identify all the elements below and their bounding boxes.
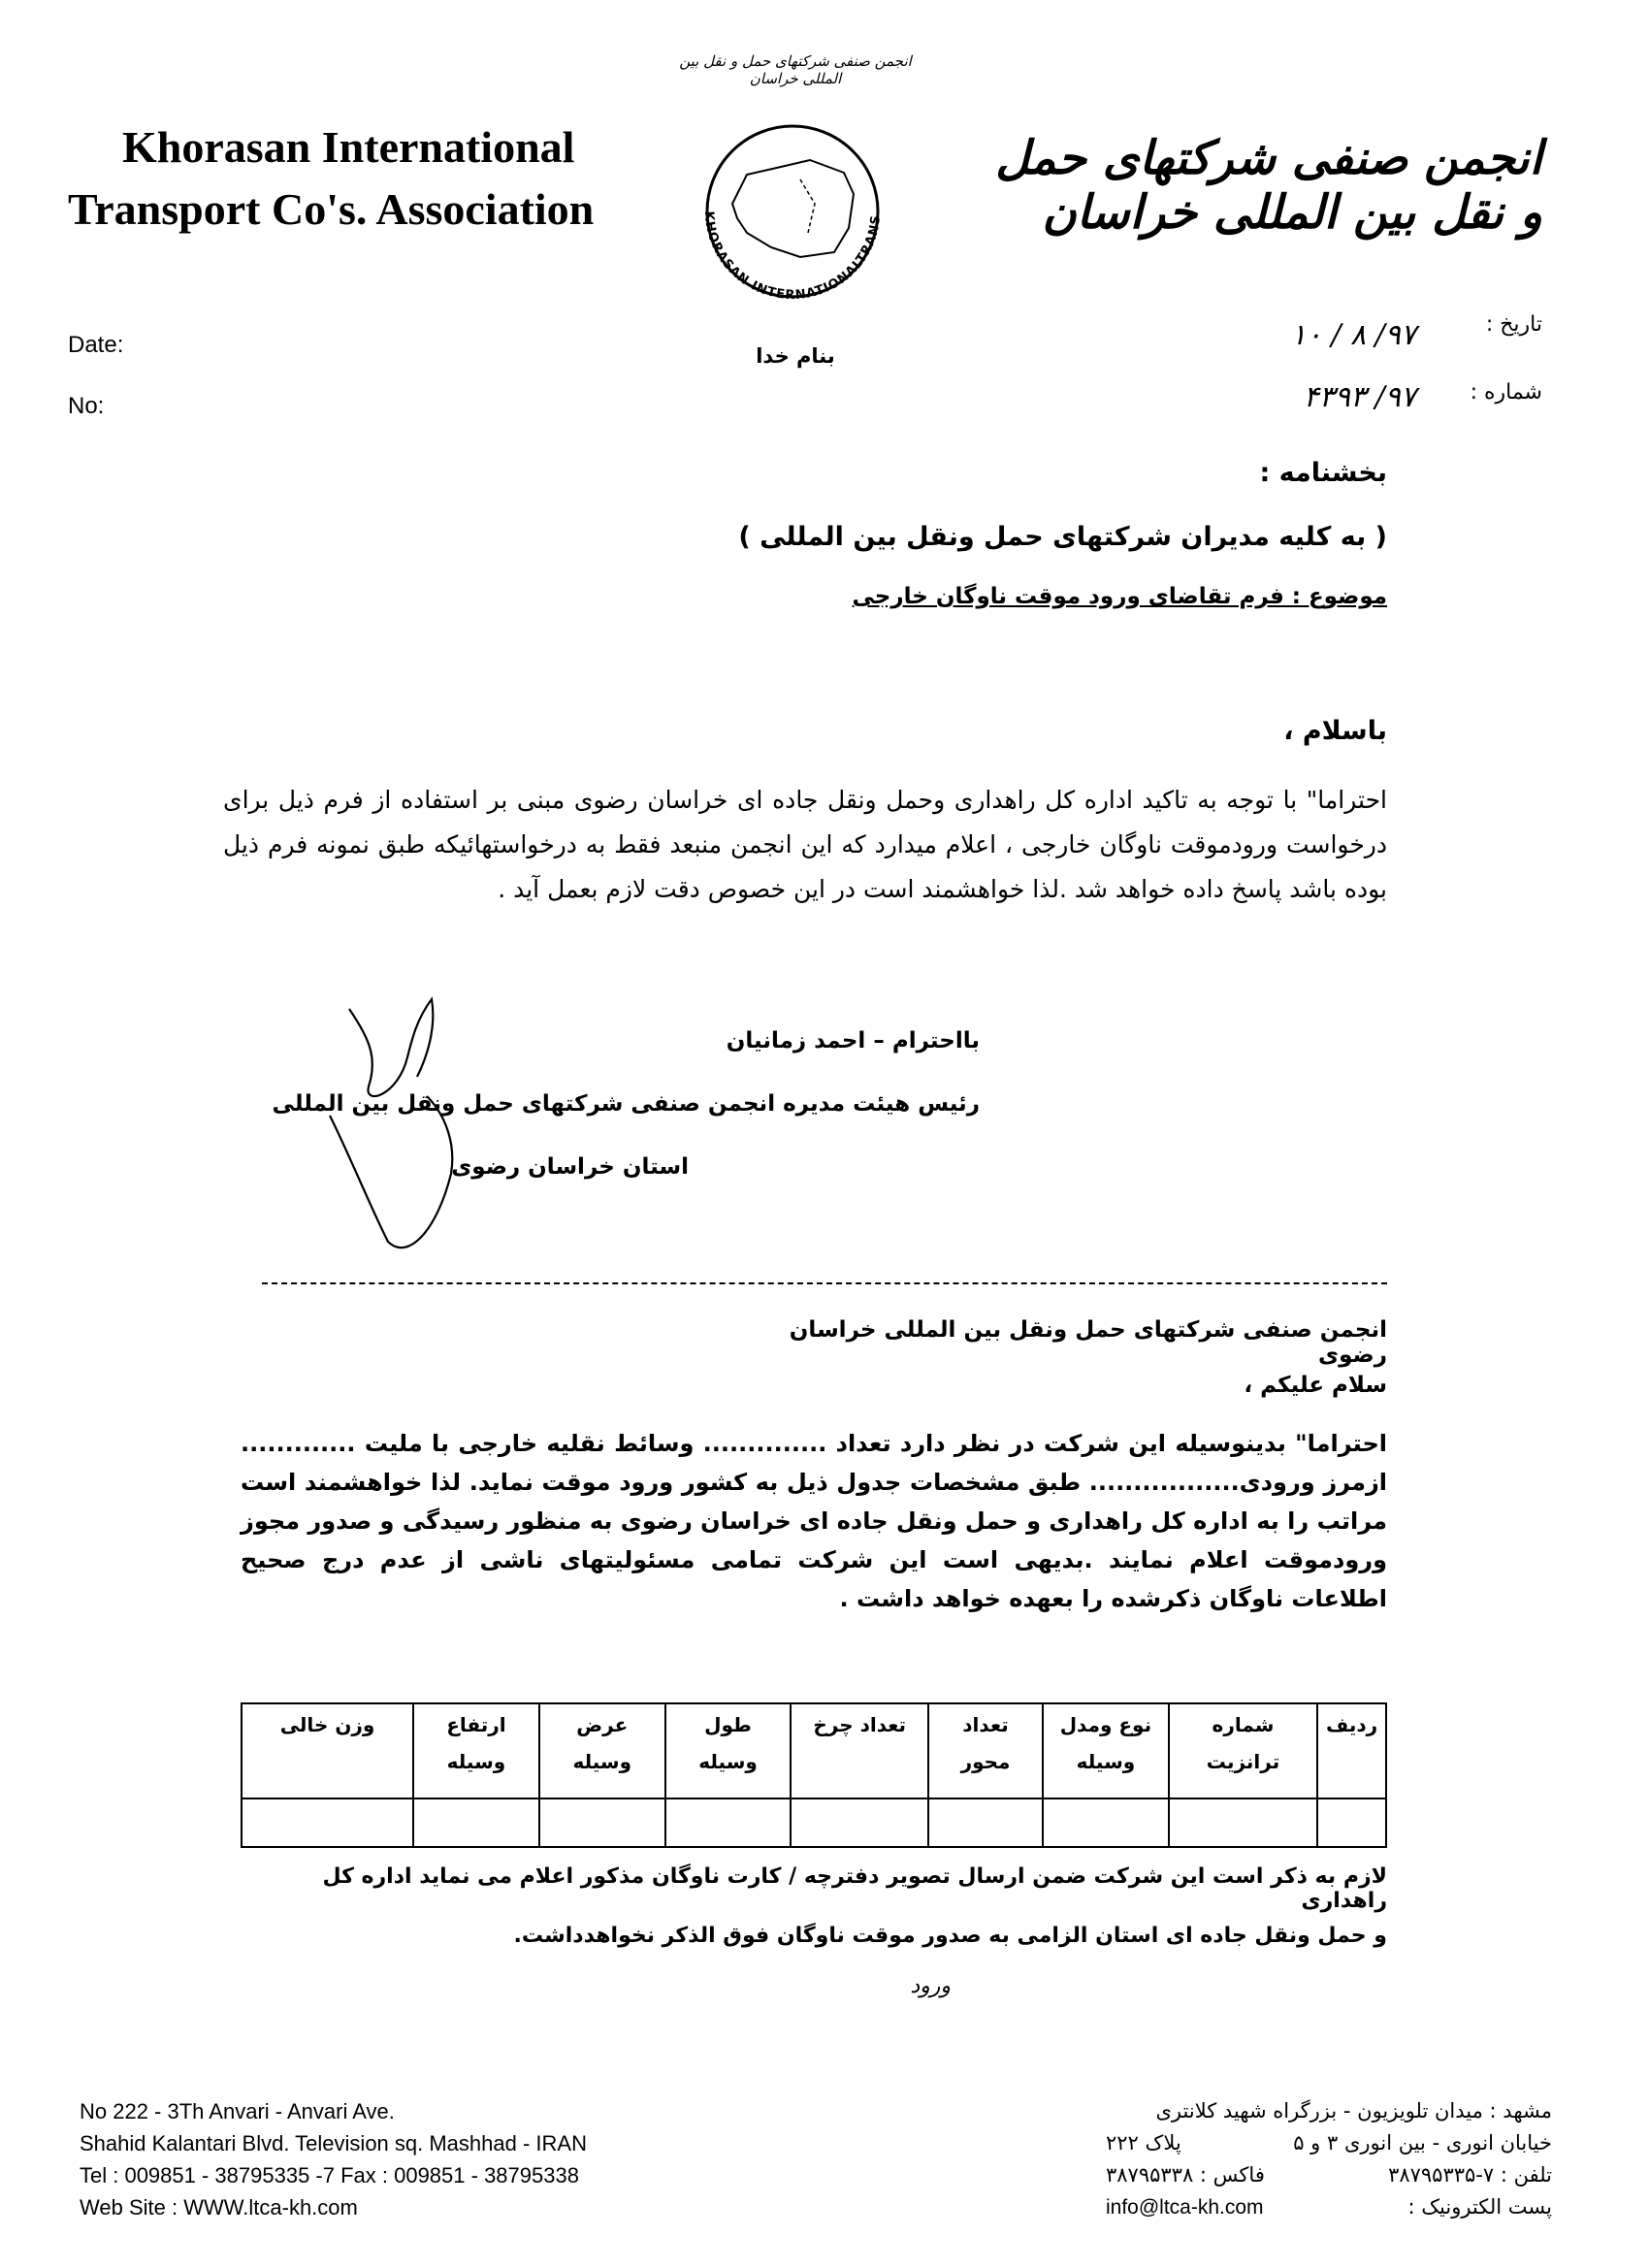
table-header-cell: ارتفاع وسیله [413, 1703, 539, 1798]
table-header-cell: تعداد چرخ [791, 1703, 928, 1798]
table-cell[interactable] [1043, 1798, 1169, 1847]
cut-line-divider [262, 1282, 1387, 1284]
signer-title: رئیس هیئت مدیره انجمن صنفی شرکتهای حمل ونقل بین المللی [272, 1091, 980, 1117]
closing-regards: بااحترام – احمد زمانیان [726, 1028, 980, 1053]
circular-label: بخشنامه : [1259, 458, 1387, 488]
table-cell[interactable] [665, 1798, 792, 1847]
addressee: ( به کلیه مدیران شرکتهای حمل ونقل بین المللی ) [738, 522, 1387, 552]
table-header-row [242, 1703, 1386, 1798]
number-label-en: No: [68, 393, 105, 419]
date-label-en: Date: [68, 332, 124, 358]
number-value: ۹۷/ ۴۳۹۳ [1303, 380, 1416, 414]
form-greeting: سلام علیکم ، [1244, 1373, 1387, 1398]
association-name-fa: انجمن صنفی شرکتهای حمل و نقل بین المللی خراسان [995, 131, 1542, 240]
seal-ring-text: KHORASAN INTERNATIONALTRANS [700, 211, 885, 304]
footer-en-line: Web Site : WWW.ltca-kh.com [80, 2195, 358, 2219]
form-note-line1: لازم به ذکر است این شرکت ضمن ارسال تصویر دفترچه / کارت ناوگان مذکور اعلام می نماید اداره کل راهداری [322, 1864, 1387, 1913]
table-header-cell: طول وسیله [665, 1703, 792, 1798]
seal-emblem [655, 58, 926, 349]
table-cell[interactable] [1317, 1798, 1386, 1847]
date-value: ۹۷/ ۸ / ۱۰ [1290, 318, 1416, 352]
association-name-en-line2: Transport Co's. Association [68, 184, 595, 234]
table-cell[interactable] [928, 1798, 1043, 1847]
footer-address-fa [1106, 2095, 1552, 2223]
handwritten-insert: ورود [910, 1974, 951, 1998]
association-name-en [68, 116, 650, 241]
form-note-line2: و حمل ونقل جاده ای استان الزامی به صدور موقت ناوگان فوق الذکر نخواهدداشت. [513, 1924, 1387, 1948]
subject-text: موضوع : فرم تقاضای ورود موقت ناوگان خارجی [852, 584, 1387, 609]
table-header-cell: عرض وسیله [539, 1703, 665, 1798]
footer-fa-line: پست الکترونیک : info@ltca-kh.com [1106, 2191, 1552, 2223]
table-header-cell: ردیف [1317, 1703, 1386, 1798]
form-recipient: انجمن صنفی شرکتهای حمل ونقل بین المللی خراسان رضوی [789, 1317, 1387, 1368]
footer-fa-line: خیابان انوری - بین انوری ۳ و ۵ پلاک ۲۲۲ [1106, 2131, 1552, 2155]
footer-fa-line: مشهد : میدان تلویزیون - بزرگراه شهید کلانتری [1155, 2099, 1552, 2122]
table-cell[interactable] [413, 1798, 539, 1847]
seal-fa-text: انجمن صنفی شرکتهای حمل و نقل بین المللی خراسان [679, 52, 912, 87]
iran-map-icon [732, 160, 854, 257]
table-row [242, 1798, 1386, 1847]
number-label-fa: شماره : [1470, 380, 1542, 405]
table-header-cell: تعداد محور [928, 1703, 1043, 1798]
footer-fa-line: تلفن : ۷-۳۸۷۹۵۳۳۵ فاکس : ۳۸۷۹۵۳۳۸ [1106, 2163, 1552, 2187]
table-cell[interactable] [1169, 1798, 1317, 1847]
form-body: احتراما" بدینوسیله این شرکت در نظر دارد تعداد .............. وسائط نقلیه خارجی با ملیت ............. ازمرز ورودی................. طبق مشخصات جدول ذیل به کشور ورود موقت نماید. لذا خواهشمند است مراتب را به اداره کل راهداری و حمل ونقل جاده ای خراسان رضوی به منظور رسیدگی و صدور مجوز ورودموقت اعلام نمایند .بدیهی است این شرکت تمامی مسئولیتهای ناشی از عدم درج صحیح اطلاعات ناوگان ذکرشده را بعهده خواهد داشت . [241, 1430, 1387, 1612]
association-seal [655, 52, 926, 378]
table-cell[interactable] [791, 1798, 928, 1847]
table-header-cell: نوع ومدل وسیله [1043, 1703, 1169, 1798]
table-header-cell: وزن خالی [242, 1703, 413, 1798]
letter-body: احتراما" با توجه به تاکید اداره کل راهداری وحمل ونقل جاده ای خراسان رضوی مبنی بر استفاده از فرم ذیل برای درخواست ورودموقت ناوگان خارجی ، اعلام میدارد که این انجمن منبعد فقط به درخواستهائیکه طبق نمونه فرم ذیل بوده باشد پاسخ داده خواهد شد .لذا خواهشمند است در این خصوص دقت لازم بعمل آید . [223, 786, 1387, 903]
table-cell[interactable] [539, 1798, 665, 1847]
seal-bismillah: بنام خدا [756, 344, 835, 368]
footer-en-line: Shahid Kalantari Blvd. Television sq. Mashhad - IRAN [80, 2131, 587, 2155]
table-cell[interactable] [242, 1798, 413, 1847]
footer-email: info@ltca-kh.com [1106, 2196, 1264, 2219]
date-label-fa: تاریخ : [1485, 312, 1542, 337]
signer-province: استان خراسان رضوی [451, 1154, 689, 1180]
footer-en-line: No 222 - 3Th Anvari - Anvari Ave. [80, 2099, 395, 2123]
table-header-cell: شماره ترانزیت [1169, 1703, 1317, 1798]
subject [679, 584, 1387, 609]
footer-address-en [80, 2095, 759, 2223]
greeting: باسلام ، [1283, 716, 1387, 746]
vehicle-spec-table [241, 1702, 1387, 1848]
association-name-en-line1: Khorasan International [122, 122, 575, 172]
footer-en-line: Tel : 009851 - 38795335 -7 Fax : 009851 - 38795338 [80, 2163, 579, 2187]
svg-text:KHORASAN INTERNATIONALTRANSPOR [655, 58, 884, 303]
signature [310, 980, 504, 1271]
